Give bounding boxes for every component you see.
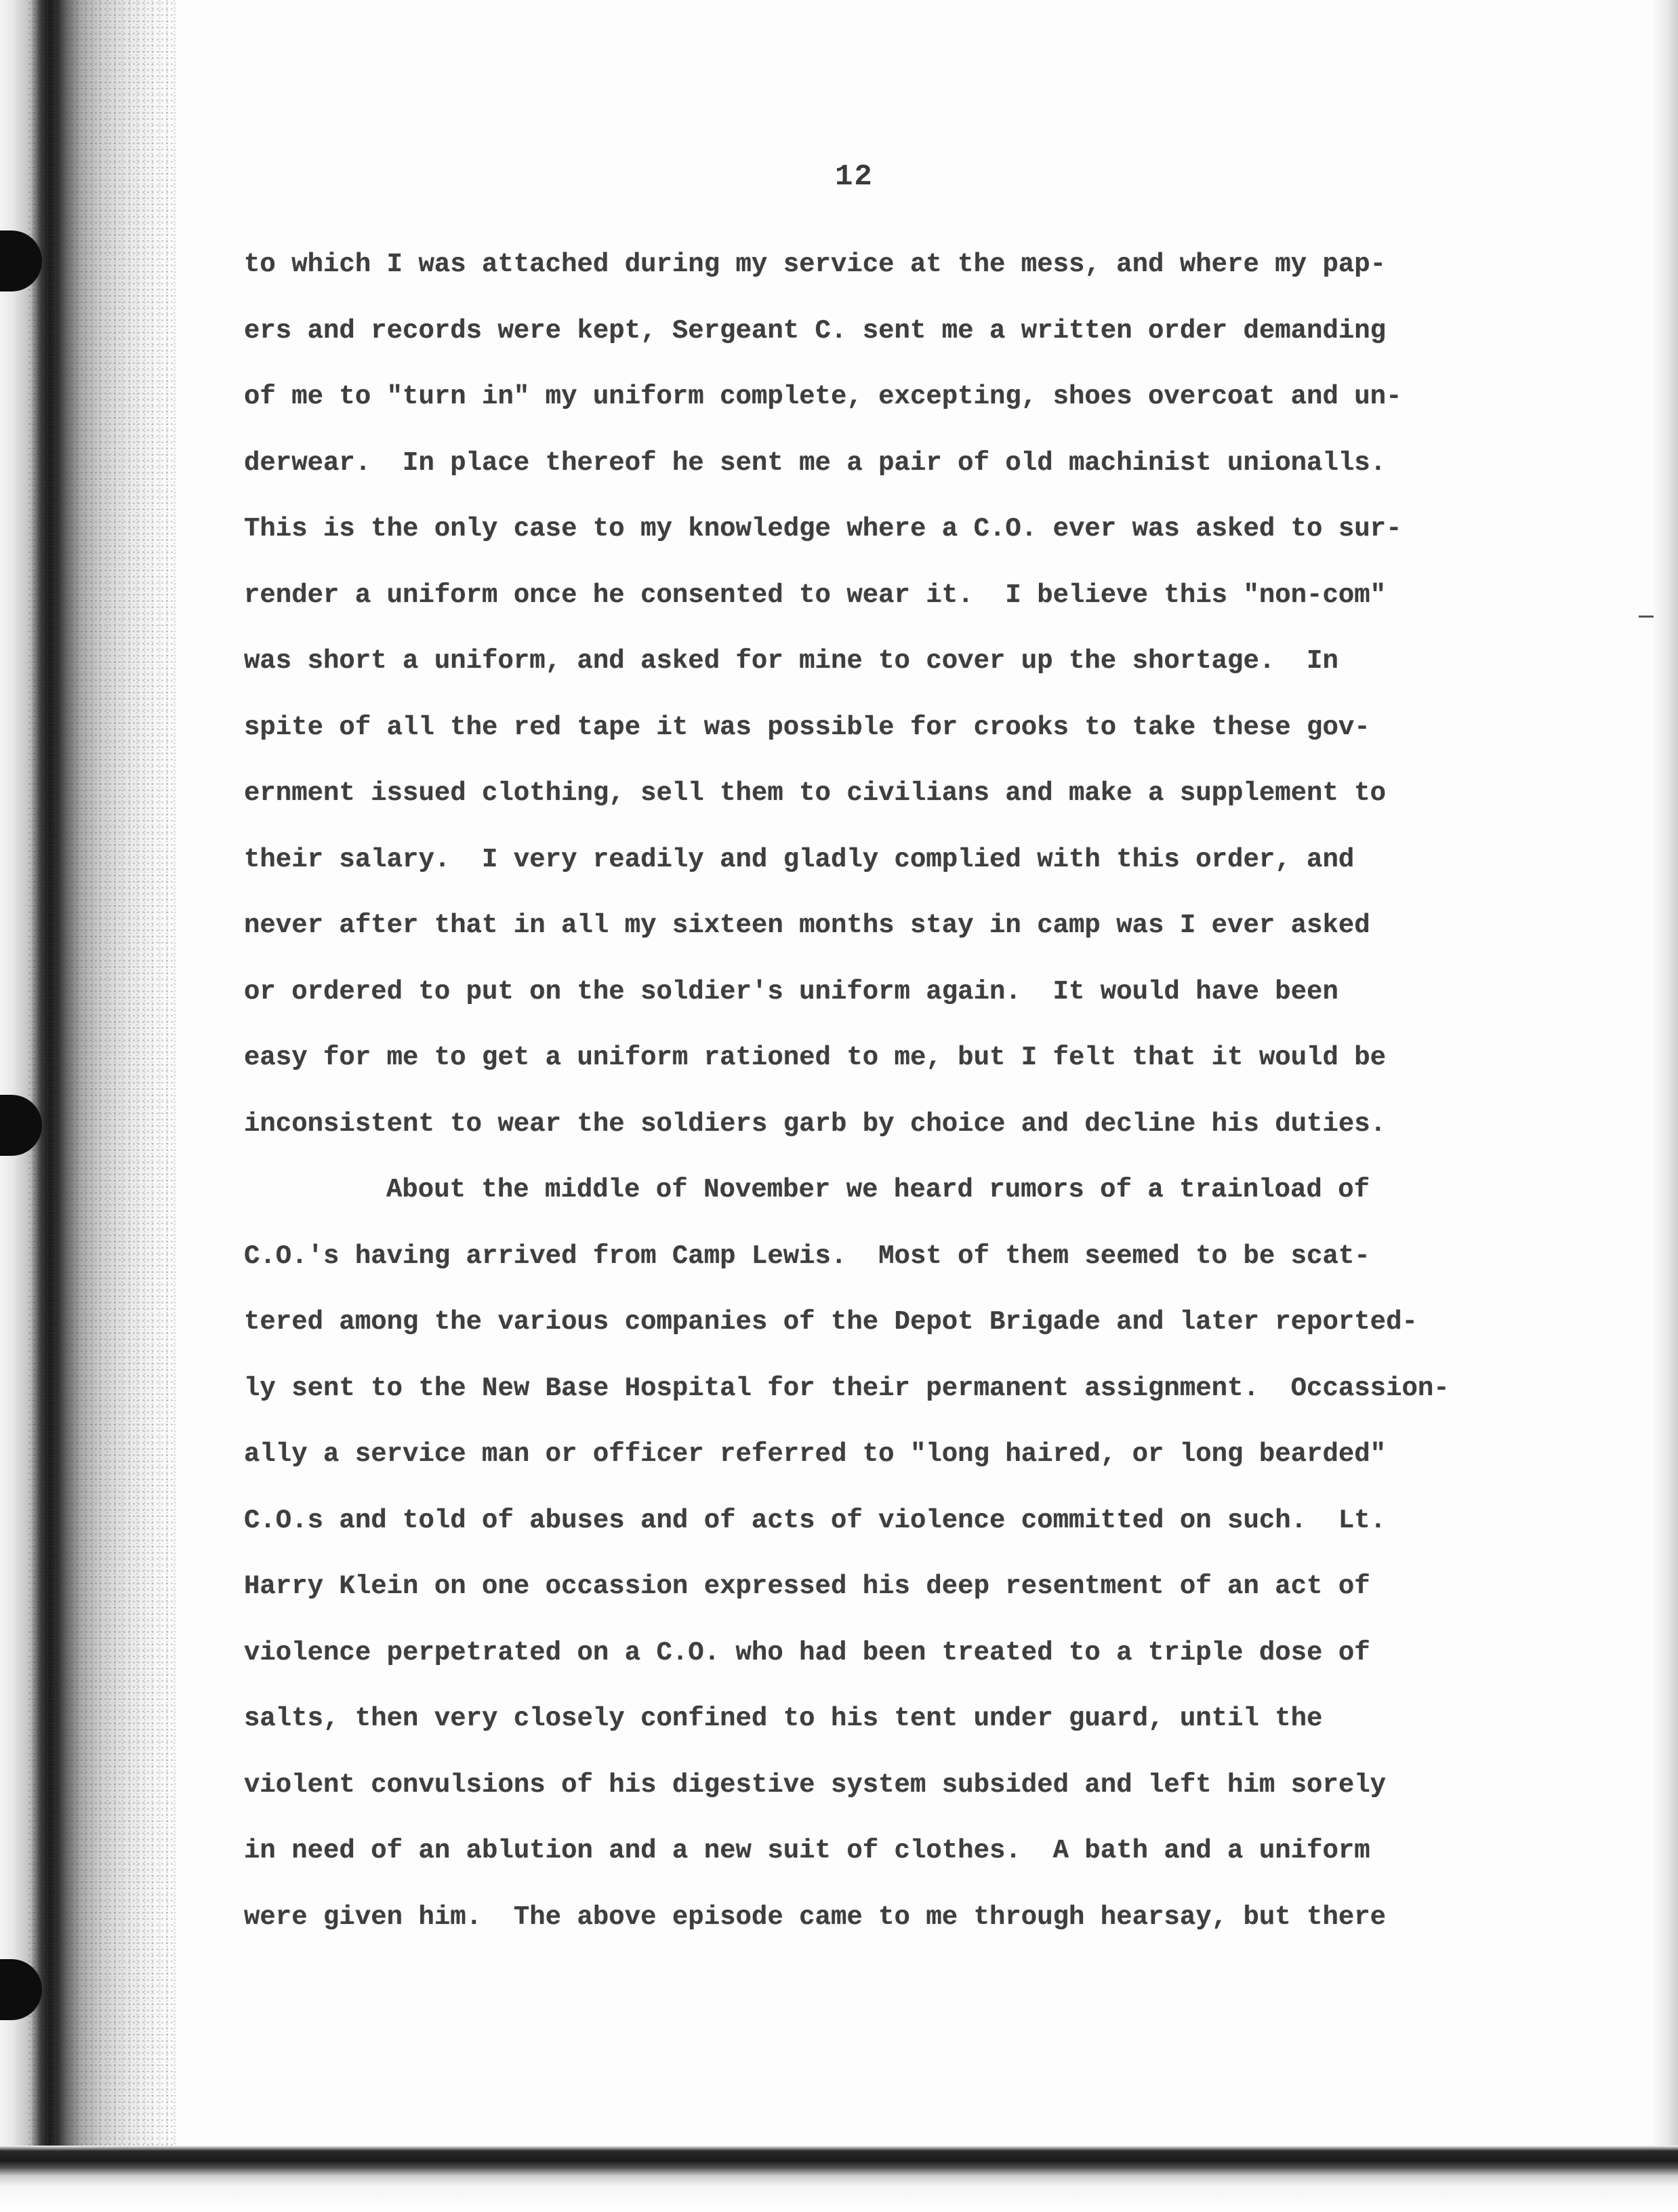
scan-bottom-edge — [0, 2146, 1678, 2212]
text-line: violent convulsions of his digestive system subsided and left him sorely — [244, 1769, 1387, 1800]
text-line: of me to "turn in" my uniform complete, excepting, shoes overcoat and un- — [244, 382, 1402, 411]
text-line: inconsistent to wear the soldiers garb by choice and decline his duties. — [244, 1108, 1387, 1139]
text-line: salts, then very closely confined to his tent under guard, until the — [244, 1704, 1323, 1733]
text-line: their salary. I very readily and gladly complied with this order, and — [244, 844, 1355, 874]
typewritten-body — [244, 232, 1532, 1950]
text-line: render a uniform once he consented to wear it. I believe this "non-com" — [244, 580, 1387, 610]
text-line: in need of an ablution and a new suit of clothes. A bath and a uniform — [244, 1836, 1370, 1866]
text-line: ally a service man or officer referred to "long haired, or long bearded" — [244, 1439, 1387, 1469]
text-line: never after that in all my sixteen months stay in camp was I ever asked — [244, 910, 1370, 940]
text-line: were given him. The above episode came to me through hearsay, but there — [244, 1902, 1387, 1932]
page-number: 12 — [835, 160, 874, 194]
text-line: Harry Klein on one occassion expressed his deep resentment of an act of — [244, 1571, 1370, 1601]
text-line: to which I was attached during my service at the mess, and where my pap- — [244, 249, 1387, 279]
text-line: violence perpetrated on a C.O. who had been treated to a triple dose of — [244, 1637, 1370, 1668]
text-line: was short a uniform, and asked for mine to cover up the shortage. In — [244, 646, 1338, 676]
text-line: or ordered to put on the soldier's uniform again. It would have been — [244, 976, 1338, 1007]
text-line: derwear. In place thereof he sent me a pair of old machinist unionalls. — [244, 447, 1387, 478]
text-line: ernment issued clothing, sell them to civilians and make a supplement to — [244, 778, 1387, 808]
scan-noise — [27, 0, 176, 2212]
text-line: C.O.s and told of abuses and of acts of violence committed on such. Lt. — [244, 1505, 1387, 1535]
text-line: This is the only case to my knowledge where a C.O. ever was asked to sur- — [244, 514, 1402, 544]
text-line: easy for me to get a uniform rationed to me, but I felt that it would be — [244, 1043, 1387, 1072]
paragraph-start-line: About the middle of November we heard rumors of a trainload of — [386, 1175, 1370, 1205]
text-line: tered among the various companies of the Depot Brigade and later reported- — [244, 1307, 1418, 1337]
scan-right-edge — [1651, 0, 1678, 2212]
margin-mark — [1639, 616, 1654, 618]
text-line: ers and records were kept, Sergeant C. sent me a written order demanding — [244, 315, 1387, 346]
text-line: spite of all the red tape it was possible for crooks to take these gov- — [244, 712, 1370, 742]
text-line: C.O.'s having arrived from Camp Lewis. Most of them seemed to be scat- — [244, 1241, 1370, 1271]
text-line: ly sent to the New Base Hospital for their permanent assignment. Occassion- — [244, 1373, 1450, 1403]
